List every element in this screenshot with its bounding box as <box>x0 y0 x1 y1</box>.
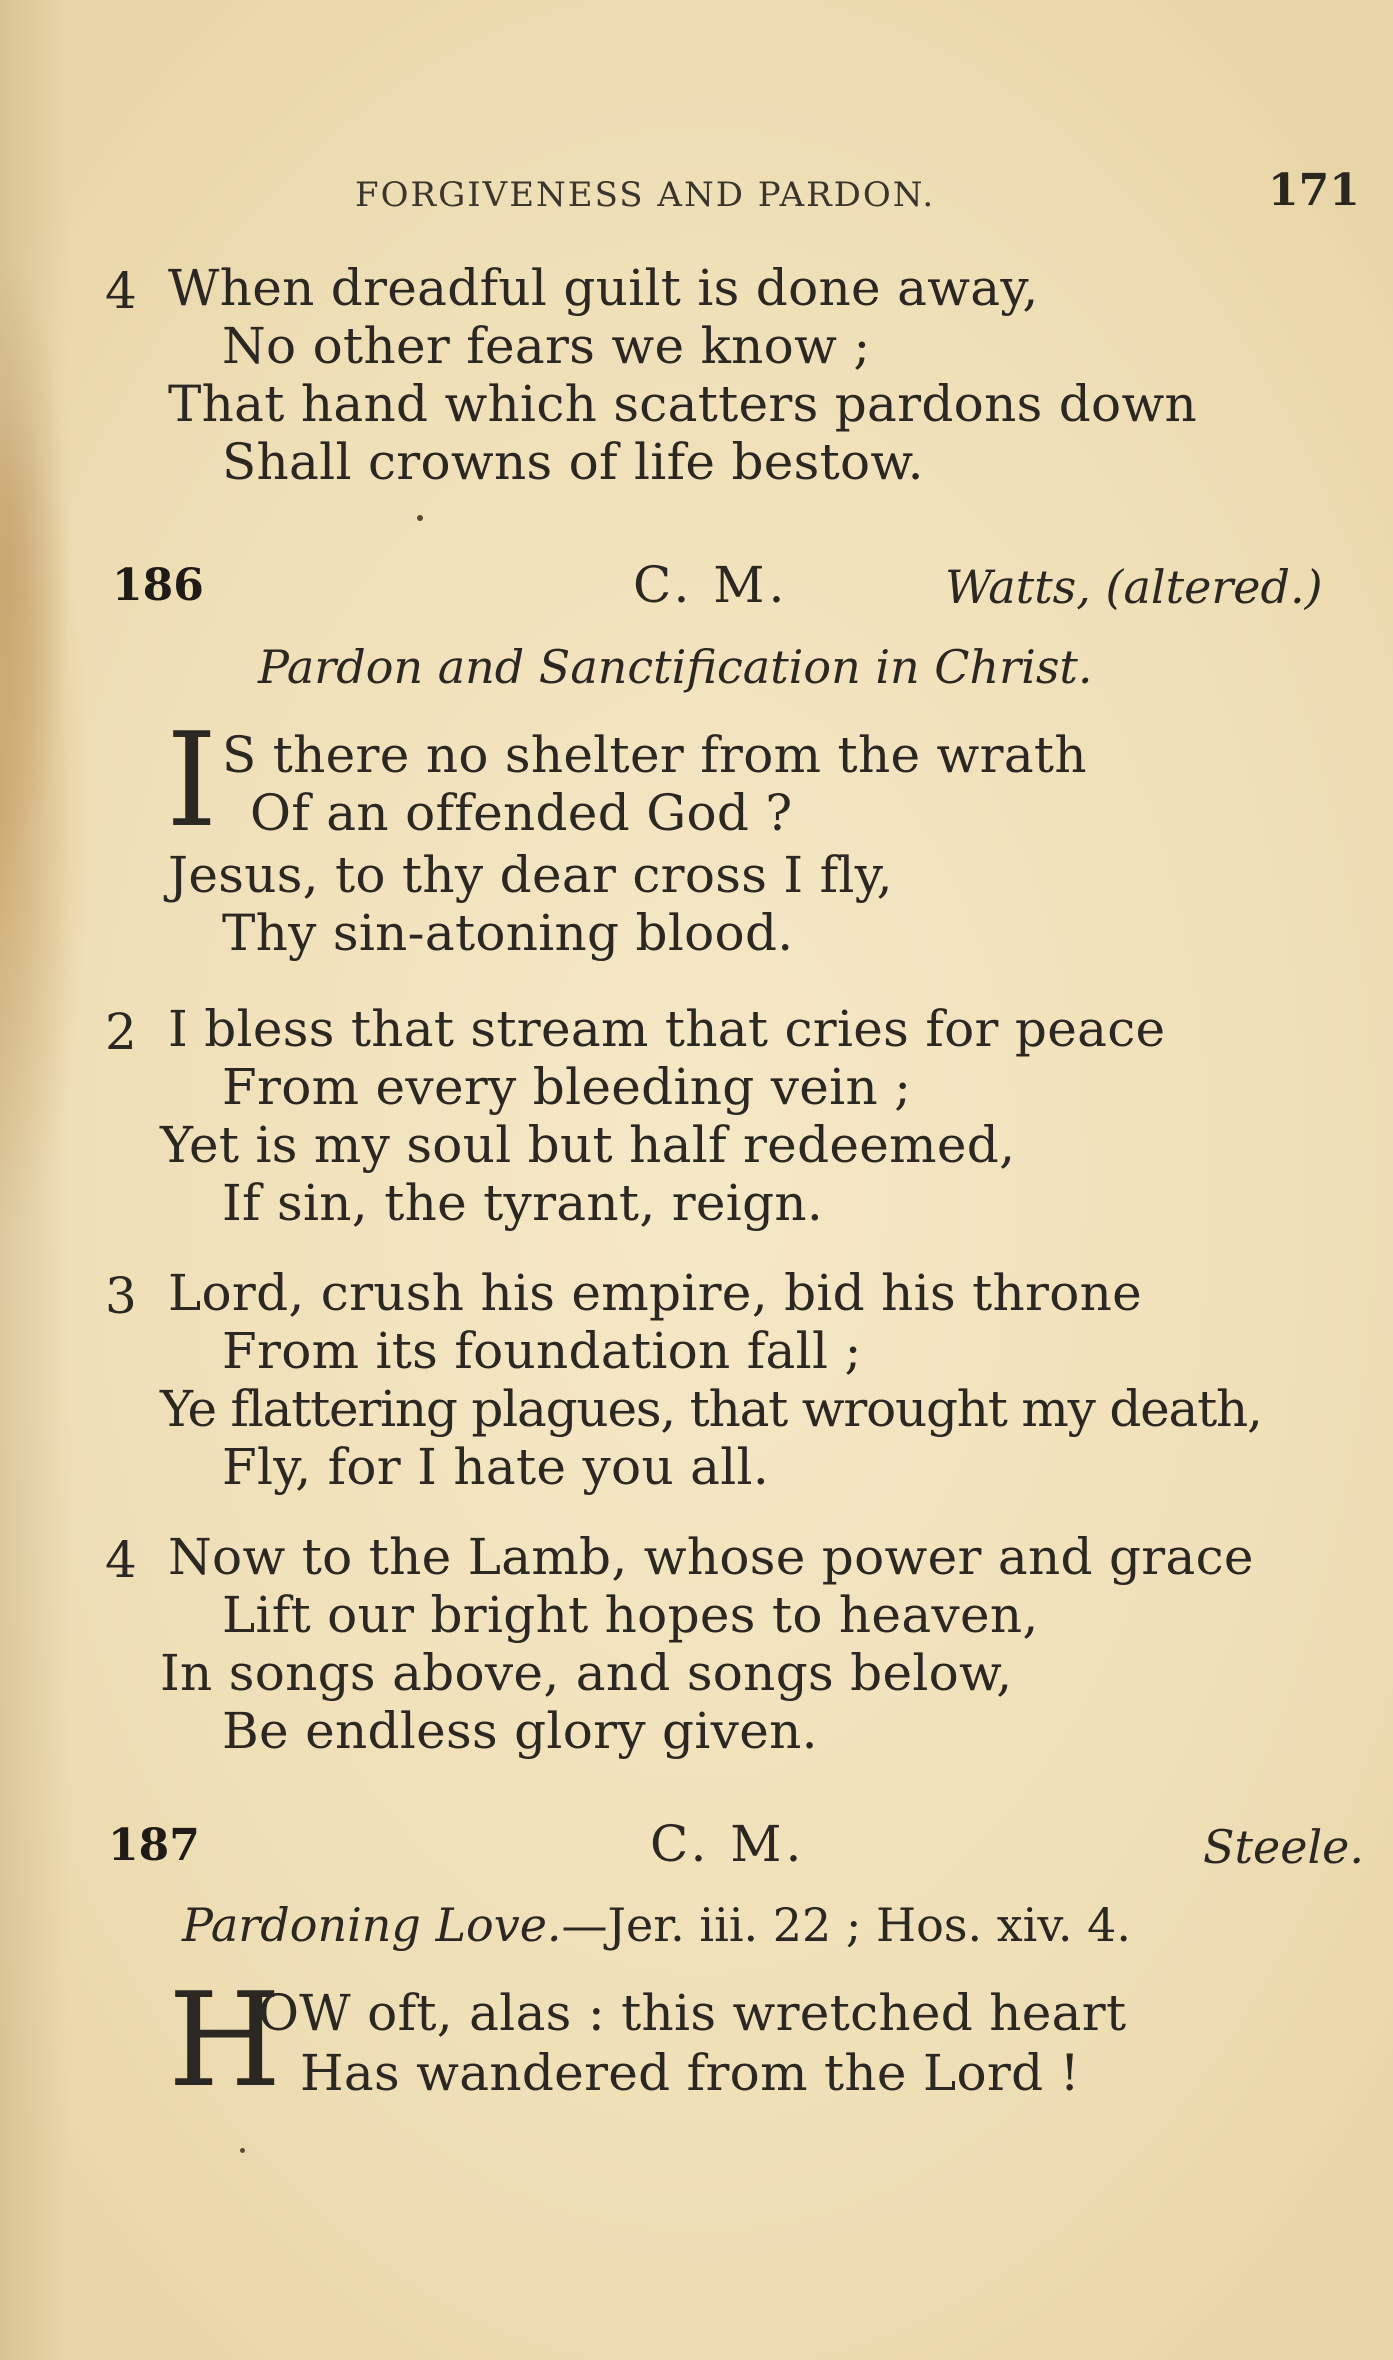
verse-line: When dreadful guilt is done away, <box>168 259 1039 317</box>
verse-number: 2 <box>105 1003 137 1061</box>
running-title: FORGIVENESS AND PARDON. <box>355 175 936 215</box>
verse-line: OW oft, alas : this wretched heart <box>258 1984 1127 2042</box>
verse-line: If sin, the tyrant, reign. <box>222 1174 824 1232</box>
verse-line: Lift our bright hopes to heaven, <box>222 1586 1039 1644</box>
hymn-title: Pardon and Sanctification in Christ. <box>258 640 1093 694</box>
verse-line: No other fears we know ; <box>222 317 871 375</box>
verse-number: 3 <box>105 1267 137 1325</box>
verse-line: That hand which scatters pardons down <box>168 375 1198 433</box>
hymn-number: 186 <box>112 560 204 611</box>
drop-cap: I <box>166 704 218 856</box>
verse-line: Of an offended God ? <box>250 784 793 842</box>
verse-line: In songs above, and songs below, <box>160 1644 1013 1702</box>
verse-line: From every bleeding vein ; <box>222 1058 912 1116</box>
verse-number: 4 <box>105 262 137 320</box>
hymn-author: Steele. <box>1203 1820 1364 1874</box>
verse-line: Has wandered from the Lord ! <box>300 2044 1080 2102</box>
page-number: 171 <box>1268 165 1360 216</box>
verse-line: Now to the Lamb, whose power and grace <box>168 1528 1254 1586</box>
verse-number: 4 <box>105 1531 137 1589</box>
verse-line: Lord, crush his empire, bid his throne <box>168 1264 1143 1322</box>
ink-speck <box>240 2148 245 2153</box>
verse-line: Fly, for I hate you all. <box>222 1438 770 1496</box>
hymn-title <box>182 1898 1131 1952</box>
verse-line: Thy sin-atoning blood. <box>222 904 794 962</box>
hymn-title-text: Pardoning Love. <box>182 1898 562 1952</box>
hymn-author: Watts, (altered.) <box>945 560 1323 614</box>
hymn-number: 187 <box>108 1820 200 1871</box>
verse-line: S there no shelter from the wrath <box>222 726 1087 784</box>
ink-speck <box>417 515 423 521</box>
verse-line: Jesus, to thy dear cross I fly, <box>168 846 893 904</box>
scripture-reference: —Jer. iii. 22 ; Hos. xiv. 4. <box>561 1898 1132 1952</box>
verse-line: From its foundation fall ; <box>222 1322 862 1380</box>
verse-line: Shall crowns of life bestow. <box>222 433 924 491</box>
hymn-meter: C. M. <box>633 556 789 614</box>
verse-line: Ye flattering plagues, that wrought my death, <box>160 1380 1262 1438</box>
verse-line: I bless that stream that cries for peace <box>168 1000 1166 1058</box>
drop-cap: H <box>168 1964 282 2116</box>
verse-line: Be endless glory given. <box>222 1702 818 1760</box>
verse-line: Yet is my soul but half redeemed, <box>160 1116 1016 1174</box>
hymn-meter: C. M. <box>650 1815 806 1873</box>
